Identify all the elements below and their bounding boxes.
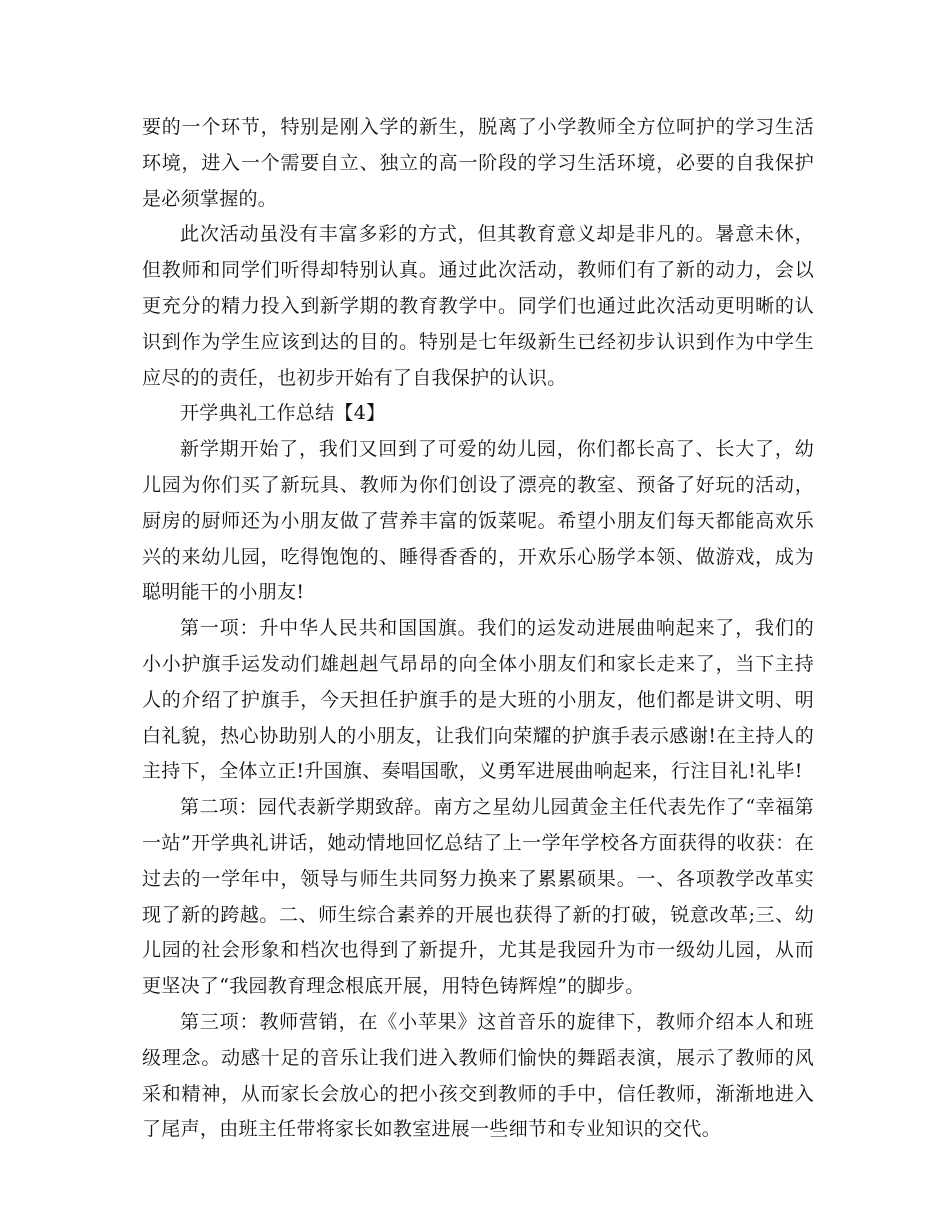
document-body [142,110,814,1148]
section-heading: 开学典礼工作总结【4】 [180,402,386,425]
paragraph-new-semester: 新学期开始了，我们又回到了可爱的幼儿园，你们都长高了、长大了，幼儿园为你们买了新玩具、教师为你们创设了漂亮的教室、预备了好玩的活动，厨房的厨师还为小朋友做了营养丰富的饭菜呢。希望小朋友们每天都能高欢乐兴的来幼儿园，吃得饱饱的、睡得香香的，开欢乐心肠学本领、做游戏，成为聪明能干的小朋友! [142,438,814,604]
paragraph-continued: 要的一个环节，特别是刚入学的新生，脱离了小学教师全方位呵护的学习生活环境，进入一个需要自立、独立的高一阶段的学习生活环境，必要的自我保护是必须掌握的。 [142,116,814,210]
paragraph-item-two-speech: 第二项：园代表新学期致辞。南方之星幼儿园黄金主任代表先作了“幸福第一站”开学典礼讲话，她动情地回忆总结了上一学年学校各方面获得的收获：在过去的一学年中，领导与师生共同努力换来了累累硕果。一、各项教学改革实现了新的跨越。二、师生综合素养的开展也获得了新的打破，锐意改革;三、幼儿园的社会形象和档次也得到了新提升，尤其是我园升为市一级幼儿园，从而更坚决了“我园教育理念根底开展，用特色铸辉煌”的脚步。 [142,796,814,998]
paragraph-item-one-flag: 第一项：升中华人民共和国国旗。我们的运发动进展曲响起来了，我们的小小护旗手运发动们雄赳赳气昂昂的向全体小朋友们和家长走来了，当下主持人的介绍了护旗手，今天担任护旗手的是大班的小朋友，他们都是讲文明、明白礼貌，热心协助别人的小朋友，让我们向荣耀的护旗手表示感谢!在主持人的主持下，全体立正!升国旗、奏唱国歌，义勇军进展曲响起来，行注目礼!礼毕! [142,617,814,783]
paragraph-activity-summary: 此次活动虽没有丰富多彩的方式，但其教育意义却是非凡的。暑意未休，但教师和同学们听得却特别认真。通过此次活动，教师们有了新的动力，会以更充分的精力投入到新学期的教育教学中。同学们也通过此次活动更明晰的认识到作为学生应该到达的目的。特别是七年级新生已经初步认识到作为中学生应尽的的责任，也初步开始有了自我保护的认识。 [142,223,814,389]
paragraph-item-three-teachers: 第三项：教师营销，在《小苹果》这首音乐的旋律下，教师介绍本人和班级理念。动感十足的音乐让我们进入教师们愉快的舞蹈表演，展示了教师的风采和精神，从而家长会放心的把小孩交到教师的手中，信任教师，渐渐地进入了尾声，由班主任带将家长如教室进展一些细节和专业知识的交代。 [142,1010,814,1141]
